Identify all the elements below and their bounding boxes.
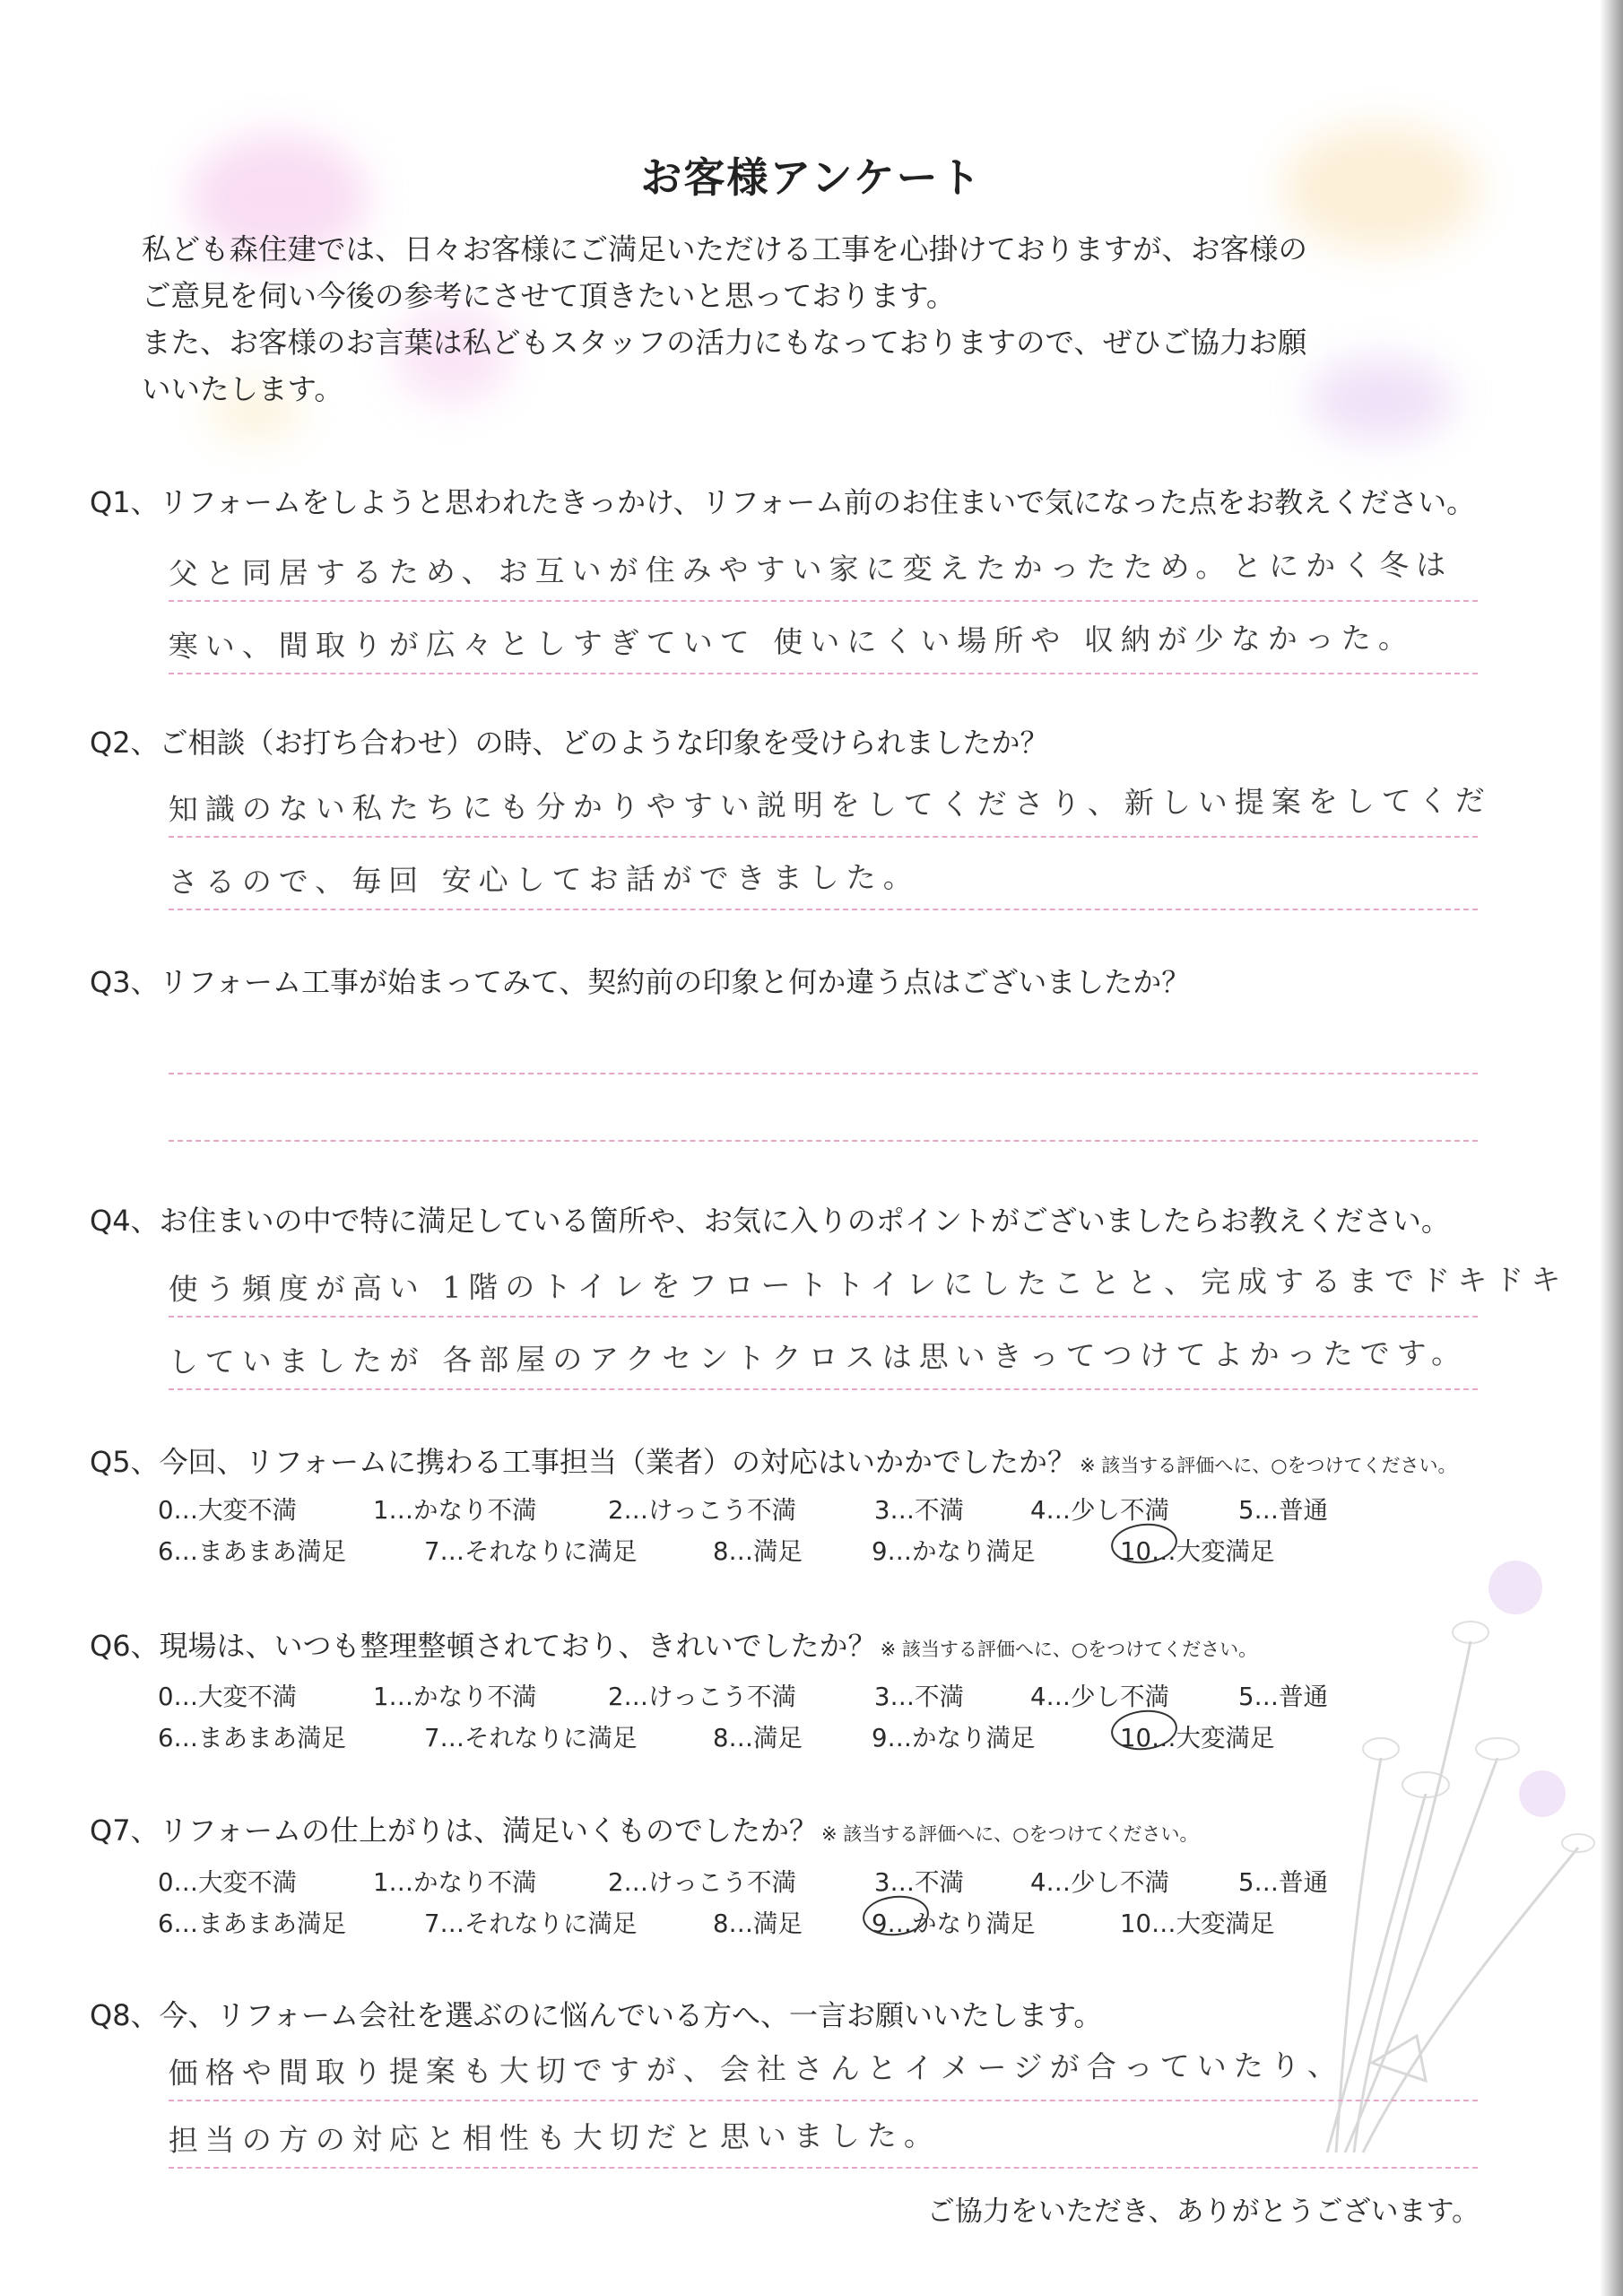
- rating-option-7[interactable]: 7…それなりに満足: [424, 1909, 638, 1938]
- answer-line: [169, 838, 1478, 910]
- rating-option-2[interactable]: 2…けっこう不満: [608, 1496, 796, 1525]
- rating-scale-q6: [158, 1674, 1359, 1756]
- intro-line: いいたします。: [142, 372, 343, 406]
- answer-line: [169, 1318, 1478, 1390]
- question-text: Q5、今回、リフォームに携わる工事担当（業者）の対応はいかかでしたか？: [90, 1445, 1076, 1479]
- survey-title: お客様アンケート: [640, 153, 983, 202]
- question-note: ※ 該当する評価へに、○をつけてください。: [1079, 1455, 1457, 1476]
- rating-option-6[interactable]: 6…まあまあ満足: [158, 1537, 346, 1566]
- rating-option-6[interactable]: 6…まあまあ満足: [158, 1909, 346, 1938]
- rating-option-4[interactable]: 4…少し不満: [1030, 1868, 1169, 1897]
- question-5: [90, 1439, 1457, 1481]
- rating-option-1[interactable]: 1…かなり不満: [373, 1868, 537, 1897]
- question-4: Q4、お住まいの中で特に満足している箇所や、お気に入りのポイントがございましたらお教えください。: [90, 1204, 1450, 1238]
- question-6: [90, 1623, 1257, 1665]
- rating-option-0[interactable]: 0…大変不満: [158, 1496, 297, 1525]
- rating-option-4[interactable]: 4…少し不満: [1030, 1683, 1169, 1711]
- handwritten-answer: 父と同居するため、お互いが住みやすい家に変えたかったため。とにかく冬は: [168, 547, 1454, 592]
- question-note: ※ 該当する評価へに、○をつけてください。: [820, 1823, 1199, 1845]
- question-2: Q2、ご相談（お打ち合わせ）の時、どのような印象を受けられましたか？: [90, 726, 1049, 760]
- answer-line: [169, 1003, 1478, 1074]
- scan-page-edge: [1600, 0, 1623, 2296]
- rating-option-1[interactable]: 1…かなり不満: [373, 1683, 537, 1711]
- rating-option-4[interactable]: 4…少し不満: [1030, 1496, 1169, 1525]
- rating-option-6[interactable]: 6…まあまあ満足: [158, 1724, 346, 1752]
- rating-option-9[interactable]: 9…かなり満足: [872, 1724, 1036, 1752]
- rating-option-3[interactable]: 3…不満: [874, 1496, 964, 1525]
- question-text: Q6、現場は、いつも整理整頓されており、きれいでしたか？: [90, 1629, 877, 1663]
- rating-option-10[interactable]: 10…大変満足: [1120, 1718, 1326, 1753]
- rating-option-0[interactable]: 0…大変不満: [158, 1868, 297, 1897]
- answer-line: [169, 602, 1478, 674]
- intro-line: 私ども森住建では、日々お客様にご満足いただける工事を心掛けておりますが、お客様の: [142, 232, 1308, 266]
- answer-1: [169, 529, 1478, 674]
- rating-option-5[interactable]: 5…普通: [1238, 1683, 1328, 1711]
- handwritten-answer: さるので、毎回 安心してお話ができました。: [168, 859, 920, 900]
- rating-option-9[interactable]: 9…かなり満足: [872, 1903, 1120, 1939]
- handwritten-answer: 担当の方の対応と相性も大切だと思いました。: [168, 2117, 941, 2158]
- rating-option-8[interactable]: 8…満足: [713, 1537, 803, 1566]
- rating-option-3[interactable]: 3…不満: [874, 1868, 964, 1897]
- rating-option-1[interactable]: 1…かなり不満: [373, 1496, 537, 1525]
- rating-scale-q5: [158, 1487, 1359, 1570]
- intro-line: ご意見を伺い今後の参考にさせて頂きたいと思っております。: [142, 279, 956, 313]
- rating-option-7[interactable]: 7…それなりに満足: [424, 1537, 638, 1566]
- answer-line: [168, 765, 1492, 838]
- question-3: Q3、リフォーム工事が始まってみて、契約前の印象と何か違う点はございましたか？: [90, 965, 1191, 999]
- rating-option-2[interactable]: 2…けっこう不満: [608, 1868, 796, 1897]
- intro-paragraph: [142, 226, 1558, 413]
- rating-option-10[interactable]: 10…大変満足: [1120, 1909, 1275, 1938]
- answer-2: [168, 765, 1492, 910]
- rating-option-8[interactable]: 8…満足: [713, 1909, 803, 1938]
- question-1: Q1、リフォームをしようと思われたきっかけ、リフォーム前のお住まいで気になった点をお教えください。: [90, 485, 1476, 519]
- question-note: ※ 該当する評価へに、○をつけてください。: [880, 1639, 1258, 1660]
- rating-scale-q7: [158, 1859, 1359, 1942]
- answer-3: [169, 1003, 1478, 1142]
- rating-option-10[interactable]: 10…大変満足: [1120, 1531, 1326, 1567]
- rating-option-3[interactable]: 3…不満: [874, 1683, 964, 1711]
- intro-line: また、お客様のお言葉は私どもスタッフの活力にもなっておりますので、ぜひご協力お願: [142, 326, 1307, 360]
- answer-line: [169, 2034, 1478, 2101]
- handwritten-answer: 使う頻度が高い 1階のトイレをフロートトイレにしたことと、完成するまでドキドキ: [168, 1262, 1568, 1307]
- answer-line: [169, 529, 1478, 602]
- rating-option-5[interactable]: 5…普通: [1238, 1496, 1328, 1525]
- closing-message: ご協力をいただき、ありがとうございます。: [926, 2196, 1480, 2228]
- answer-line: [169, 2101, 1478, 2169]
- answer-line: [169, 1074, 1478, 1142]
- answer-line: [168, 1245, 1568, 1318]
- question-7: [90, 1808, 1199, 1849]
- rating-option-5[interactable]: 5…普通: [1238, 1868, 1328, 1897]
- handwritten-answer: 寒い、間取りが広々としすぎていて 使いにくい場所や 収納が少なかった。: [168, 620, 1415, 665]
- question-text: Q7、リフォームの仕上がりは、満足いくものでしたか？: [90, 1813, 818, 1848]
- handwritten-answer: していましたが 各部屋のアクセントクロスは思いきってつけてよかったです。: [168, 1335, 1469, 1379]
- rating-option-0[interactable]: 0…大変不満: [158, 1683, 297, 1711]
- rating-option-7[interactable]: 7…それなりに満足: [424, 1724, 638, 1752]
- rating-option-2[interactable]: 2…けっこう不満: [608, 1683, 796, 1711]
- answer-8: [169, 2034, 1478, 2169]
- rating-option-8[interactable]: 8…満足: [713, 1724, 803, 1752]
- handwritten-answer: 知識のない私たちにも分かりやすい説明をしてくださり、新しい提案をしてくだ: [168, 782, 1492, 828]
- rating-option-9[interactable]: 9…かなり満足: [872, 1537, 1036, 1566]
- answer-4: [168, 1245, 1568, 1390]
- handwritten-answer: 価格や間取り提案も大切ですが、会社さんとイメージが合っていたり、: [168, 2047, 1344, 2091]
- question-8: Q8、今、リフォーム会社を選ぶのに悩んでいる方へ、一言お願いいたします。: [90, 1998, 1103, 2032]
